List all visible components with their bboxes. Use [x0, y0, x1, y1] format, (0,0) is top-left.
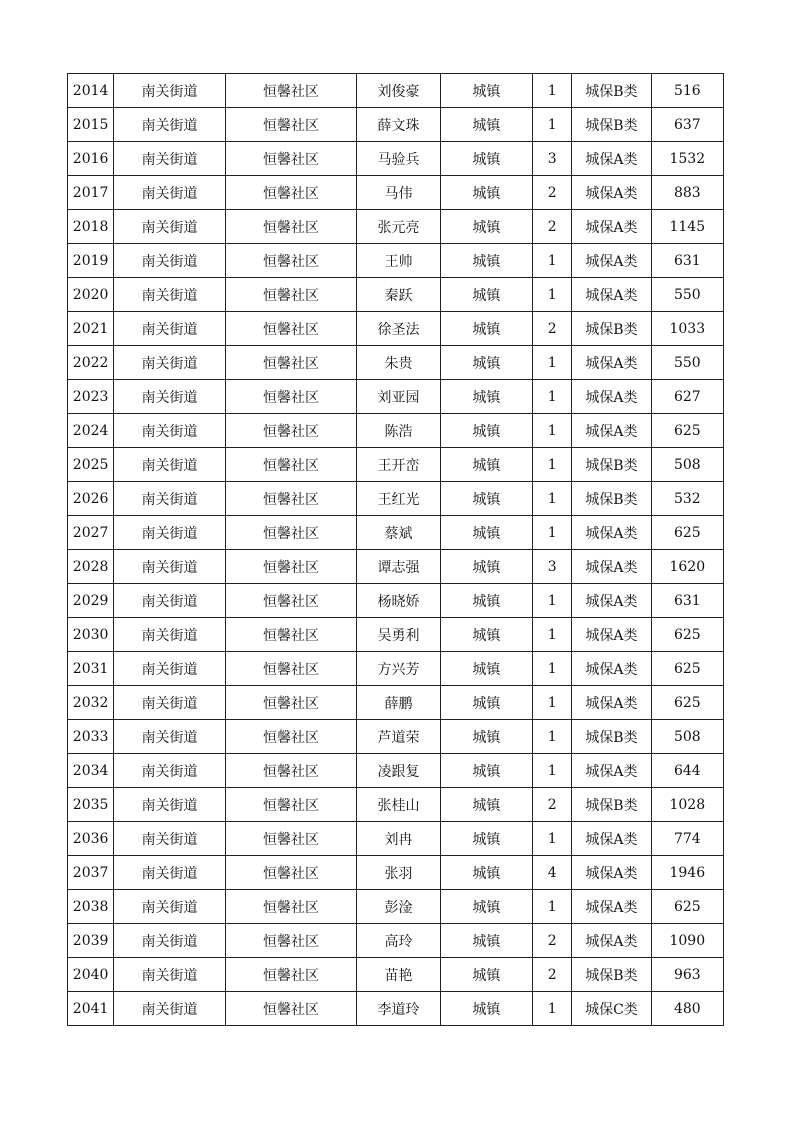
name-cell: 凌跟复	[357, 754, 440, 788]
name-cell: 秦跃	[357, 278, 440, 312]
household-count-cell: 1	[533, 618, 572, 652]
street-cell: 南关街道	[114, 380, 226, 414]
insurance-category-cell: 城保A类	[572, 516, 651, 550]
community-cell: 恒馨社区	[225, 210, 357, 244]
insurance-category-cell: 城保A类	[572, 278, 651, 312]
household-count-cell: 2	[533, 958, 572, 992]
street-cell: 南关街道	[114, 686, 226, 720]
street-cell: 南关街道	[114, 176, 226, 210]
amount-cell: 516	[651, 74, 723, 108]
household-count-cell: 1	[533, 822, 572, 856]
name-cell: 徐圣法	[357, 312, 440, 346]
row-number-cell: 2031	[68, 652, 114, 686]
street-cell: 南关街道	[114, 584, 226, 618]
community-cell: 恒馨社区	[225, 890, 357, 924]
row-number-cell: 2016	[68, 142, 114, 176]
household-count-cell: 1	[533, 482, 572, 516]
community-cell: 恒馨社区	[225, 652, 357, 686]
row-number-cell: 2015	[68, 108, 114, 142]
area-type-cell: 城镇	[440, 958, 532, 992]
table-row	[68, 958, 724, 992]
street-cell: 南关街道	[114, 312, 226, 346]
table-row	[68, 244, 724, 278]
community-cell: 恒馨社区	[225, 74, 357, 108]
area-type-cell: 城镇	[440, 550, 532, 584]
name-cell: 吴勇利	[357, 618, 440, 652]
amount-cell: 644	[651, 754, 723, 788]
street-cell: 南关街道	[114, 244, 226, 278]
community-cell: 恒馨社区	[225, 686, 357, 720]
area-type-cell: 城镇	[440, 890, 532, 924]
household-count-cell: 1	[533, 380, 572, 414]
name-cell: 芦道荣	[357, 720, 440, 754]
area-type-cell: 城镇	[440, 482, 532, 516]
amount-cell: 508	[651, 448, 723, 482]
name-cell: 张元亮	[357, 210, 440, 244]
household-count-cell: 2	[533, 176, 572, 210]
table-row	[68, 992, 724, 1026]
data-table	[67, 73, 724, 1026]
area-type-cell: 城镇	[440, 448, 532, 482]
community-cell: 恒馨社区	[225, 346, 357, 380]
insurance-category-cell: 城保A类	[572, 890, 651, 924]
amount-cell: 1620	[651, 550, 723, 584]
row-number-cell: 2036	[68, 822, 114, 856]
insurance-category-cell: 城保A类	[572, 584, 651, 618]
insurance-category-cell: 城保B类	[572, 482, 651, 516]
insurance-category-cell: 城保A类	[572, 176, 651, 210]
name-cell: 张羽	[357, 856, 440, 890]
household-count-cell: 1	[533, 346, 572, 380]
street-cell: 南关街道	[114, 346, 226, 380]
name-cell: 刘俊豪	[357, 74, 440, 108]
amount-cell: 1145	[651, 210, 723, 244]
insurance-category-cell: 城保B类	[572, 720, 651, 754]
table-row	[68, 176, 724, 210]
name-cell: 刘亚园	[357, 380, 440, 414]
street-cell: 南关街道	[114, 890, 226, 924]
community-cell: 恒馨社区	[225, 142, 357, 176]
street-cell: 南关街道	[114, 856, 226, 890]
name-cell: 张桂山	[357, 788, 440, 822]
insurance-category-cell: 城保B类	[572, 788, 651, 822]
community-cell: 恒馨社区	[225, 380, 357, 414]
street-cell: 南关街道	[114, 210, 226, 244]
insurance-category-cell: 城保A类	[572, 754, 651, 788]
household-count-cell: 2	[533, 210, 572, 244]
name-cell: 方兴芳	[357, 652, 440, 686]
insurance-category-cell: 城保B类	[572, 958, 651, 992]
community-cell: 恒馨社区	[225, 584, 357, 618]
amount-cell: 774	[651, 822, 723, 856]
row-number-cell: 2030	[68, 618, 114, 652]
community-cell: 恒馨社区	[225, 278, 357, 312]
street-cell: 南关街道	[114, 108, 226, 142]
community-cell: 恒馨社区	[225, 618, 357, 652]
household-count-cell: 2	[533, 924, 572, 958]
amount-cell: 1028	[651, 788, 723, 822]
name-cell: 蔡斌	[357, 516, 440, 550]
row-number-cell: 2038	[68, 890, 114, 924]
table-row	[68, 584, 724, 618]
household-count-cell: 1	[533, 448, 572, 482]
household-count-cell: 4	[533, 856, 572, 890]
insurance-category-cell: 城保A类	[572, 380, 651, 414]
row-number-cell: 2027	[68, 516, 114, 550]
table-row	[68, 448, 724, 482]
area-type-cell: 城镇	[440, 754, 532, 788]
row-number-cell: 2033	[68, 720, 114, 754]
row-number-cell: 2041	[68, 992, 114, 1026]
table-row	[68, 890, 724, 924]
street-cell: 南关街道	[114, 618, 226, 652]
community-cell: 恒馨社区	[225, 244, 357, 278]
area-type-cell: 城镇	[440, 924, 532, 958]
area-type-cell: 城镇	[440, 414, 532, 448]
area-type-cell: 城镇	[440, 516, 532, 550]
street-cell: 南关街道	[114, 278, 226, 312]
area-type-cell: 城镇	[440, 856, 532, 890]
name-cell: 彭淦	[357, 890, 440, 924]
insurance-category-cell: 城保A类	[572, 652, 651, 686]
table-row	[68, 278, 724, 312]
amount-cell: 550	[651, 346, 723, 380]
row-number-cell: 2017	[68, 176, 114, 210]
street-cell: 南关街道	[114, 414, 226, 448]
amount-cell: 627	[651, 380, 723, 414]
area-type-cell: 城镇	[440, 312, 532, 346]
table-row	[68, 108, 724, 142]
community-cell: 恒馨社区	[225, 448, 357, 482]
household-count-cell: 1	[533, 686, 572, 720]
table-body	[68, 74, 724, 1026]
amount-cell: 480	[651, 992, 723, 1026]
table-row	[68, 380, 724, 414]
amount-cell: 625	[651, 516, 723, 550]
area-type-cell: 城镇	[440, 788, 532, 822]
community-cell: 恒馨社区	[225, 958, 357, 992]
insurance-category-cell: 城保A类	[572, 244, 651, 278]
community-cell: 恒馨社区	[225, 550, 357, 584]
table-row	[68, 550, 724, 584]
amount-cell: 532	[651, 482, 723, 516]
insurance-category-cell: 城保A类	[572, 414, 651, 448]
table-row	[68, 924, 724, 958]
amount-cell: 1532	[651, 142, 723, 176]
name-cell: 谭志强	[357, 550, 440, 584]
row-number-cell: 2039	[68, 924, 114, 958]
table-row	[68, 822, 724, 856]
community-cell: 恒馨社区	[225, 924, 357, 958]
row-number-cell: 2034	[68, 754, 114, 788]
table-row	[68, 686, 724, 720]
insurance-category-cell: 城保A类	[572, 856, 651, 890]
table-row	[68, 788, 724, 822]
insurance-category-cell: 城保B类	[572, 74, 651, 108]
street-cell: 南关街道	[114, 550, 226, 584]
name-cell: 朱贵	[357, 346, 440, 380]
table-row	[68, 482, 724, 516]
table-row	[68, 142, 724, 176]
community-cell: 恒馨社区	[225, 108, 357, 142]
table-row	[68, 210, 724, 244]
row-number-cell: 2021	[68, 312, 114, 346]
community-cell: 恒馨社区	[225, 414, 357, 448]
insurance-category-cell: 城保B类	[572, 108, 651, 142]
row-number-cell: 2040	[68, 958, 114, 992]
street-cell: 南关街道	[114, 822, 226, 856]
name-cell: 苗艳	[357, 958, 440, 992]
area-type-cell: 城镇	[440, 992, 532, 1026]
row-number-cell: 2029	[68, 584, 114, 618]
street-cell: 南关街道	[114, 788, 226, 822]
name-cell: 马验兵	[357, 142, 440, 176]
insurance-category-cell: 城保A类	[572, 924, 651, 958]
amount-cell: 625	[651, 686, 723, 720]
row-number-cell: 2026	[68, 482, 114, 516]
row-number-cell: 2023	[68, 380, 114, 414]
community-cell: 恒馨社区	[225, 822, 357, 856]
row-number-cell: 2020	[68, 278, 114, 312]
insurance-category-cell: 城保A类	[572, 346, 651, 380]
amount-cell: 508	[651, 720, 723, 754]
table-row	[68, 74, 724, 108]
street-cell: 南关街道	[114, 142, 226, 176]
row-number-cell: 2037	[68, 856, 114, 890]
amount-cell: 550	[651, 278, 723, 312]
row-number-cell: 2019	[68, 244, 114, 278]
row-number-cell: 2032	[68, 686, 114, 720]
street-cell: 南关街道	[114, 482, 226, 516]
table-row	[68, 516, 724, 550]
name-cell: 高玲	[357, 924, 440, 958]
community-cell: 恒馨社区	[225, 516, 357, 550]
household-count-cell: 3	[533, 550, 572, 584]
name-cell: 王帅	[357, 244, 440, 278]
table-row	[68, 856, 724, 890]
household-count-cell: 1	[533, 108, 572, 142]
table-row	[68, 618, 724, 652]
household-count-cell: 1	[533, 414, 572, 448]
insurance-category-cell: 城保A类	[572, 142, 651, 176]
street-cell: 南关街道	[114, 720, 226, 754]
area-type-cell: 城镇	[440, 822, 532, 856]
street-cell: 南关街道	[114, 924, 226, 958]
area-type-cell: 城镇	[440, 584, 532, 618]
row-number-cell: 2025	[68, 448, 114, 482]
street-cell: 南关街道	[114, 448, 226, 482]
amount-cell: 1090	[651, 924, 723, 958]
household-count-cell: 2	[533, 312, 572, 346]
street-cell: 南关街道	[114, 516, 226, 550]
name-cell: 薛鹏	[357, 686, 440, 720]
amount-cell: 631	[651, 584, 723, 618]
household-count-cell: 1	[533, 720, 572, 754]
area-type-cell: 城镇	[440, 176, 532, 210]
community-cell: 恒馨社区	[225, 788, 357, 822]
area-type-cell: 城镇	[440, 142, 532, 176]
row-number-cell: 2035	[68, 788, 114, 822]
table-row	[68, 652, 724, 686]
row-number-cell: 2018	[68, 210, 114, 244]
amount-cell: 637	[651, 108, 723, 142]
amount-cell: 625	[651, 890, 723, 924]
community-cell: 恒馨社区	[225, 176, 357, 210]
household-count-cell: 1	[533, 244, 572, 278]
household-count-cell: 1	[533, 754, 572, 788]
area-type-cell: 城镇	[440, 278, 532, 312]
insurance-category-cell: 城保A类	[572, 210, 651, 244]
insurance-category-cell: 城保A类	[572, 686, 651, 720]
area-type-cell: 城镇	[440, 346, 532, 380]
street-cell: 南关街道	[114, 652, 226, 686]
insurance-category-cell: 城保C类	[572, 992, 651, 1026]
area-type-cell: 城镇	[440, 652, 532, 686]
area-type-cell: 城镇	[440, 244, 532, 278]
amount-cell: 625	[651, 414, 723, 448]
community-cell: 恒馨社区	[225, 720, 357, 754]
household-count-cell: 1	[533, 278, 572, 312]
amount-cell: 963	[651, 958, 723, 992]
community-cell: 恒馨社区	[225, 992, 357, 1026]
name-cell: 刘冉	[357, 822, 440, 856]
area-type-cell: 城镇	[440, 720, 532, 754]
street-cell: 南关街道	[114, 992, 226, 1026]
area-type-cell: 城镇	[440, 686, 532, 720]
table-row	[68, 346, 724, 380]
area-type-cell: 城镇	[440, 108, 532, 142]
street-cell: 南关街道	[114, 958, 226, 992]
name-cell: 薛文珠	[357, 108, 440, 142]
household-count-cell: 1	[533, 652, 572, 686]
area-type-cell: 城镇	[440, 618, 532, 652]
name-cell: 杨晓娇	[357, 584, 440, 618]
community-cell: 恒馨社区	[225, 856, 357, 890]
name-cell: 李道玲	[357, 992, 440, 1026]
amount-cell: 883	[651, 176, 723, 210]
table-row	[68, 720, 724, 754]
street-cell: 南关街道	[114, 754, 226, 788]
amount-cell: 625	[651, 618, 723, 652]
table-row	[68, 414, 724, 448]
amount-cell: 1946	[651, 856, 723, 890]
row-number-cell: 2024	[68, 414, 114, 448]
table-row	[68, 754, 724, 788]
amount-cell: 631	[651, 244, 723, 278]
insurance-category-cell: 城保A类	[572, 618, 651, 652]
household-count-cell: 1	[533, 516, 572, 550]
name-cell: 马伟	[357, 176, 440, 210]
amount-cell: 625	[651, 652, 723, 686]
household-count-cell: 3	[533, 142, 572, 176]
table-row	[68, 312, 724, 346]
community-cell: 恒馨社区	[225, 482, 357, 516]
amount-cell: 1033	[651, 312, 723, 346]
insurance-category-cell: 城保A类	[572, 822, 651, 856]
area-type-cell: 城镇	[440, 210, 532, 244]
household-count-cell: 1	[533, 584, 572, 618]
area-type-cell: 城镇	[440, 380, 532, 414]
community-cell: 恒馨社区	[225, 754, 357, 788]
row-number-cell: 2022	[68, 346, 114, 380]
household-count-cell: 1	[533, 890, 572, 924]
name-cell: 王开峦	[357, 448, 440, 482]
household-count-cell: 2	[533, 788, 572, 822]
name-cell: 陈浩	[357, 414, 440, 448]
insurance-category-cell: 城保A类	[572, 550, 651, 584]
insurance-category-cell: 城保B类	[572, 312, 651, 346]
row-number-cell: 2028	[68, 550, 114, 584]
area-type-cell: 城镇	[440, 74, 532, 108]
name-cell: 王红光	[357, 482, 440, 516]
row-number-cell: 2014	[68, 74, 114, 108]
household-count-cell: 1	[533, 74, 572, 108]
household-count-cell: 1	[533, 992, 572, 1026]
street-cell: 南关街道	[114, 74, 226, 108]
community-cell: 恒馨社区	[225, 312, 357, 346]
insurance-category-cell: 城保B类	[572, 448, 651, 482]
